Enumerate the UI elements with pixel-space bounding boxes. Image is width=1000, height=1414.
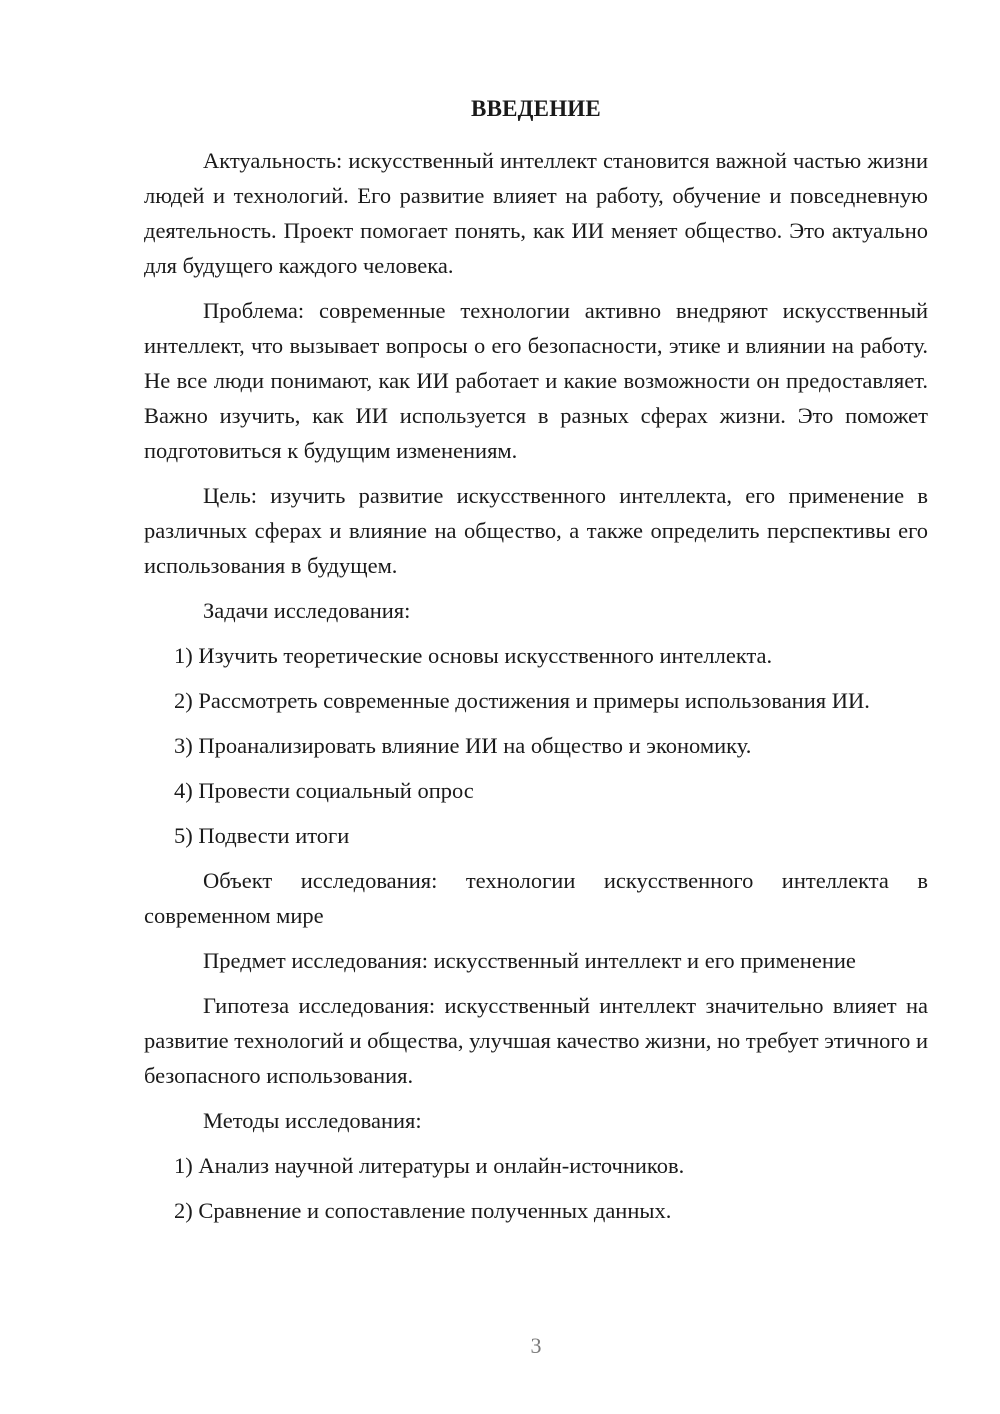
section-heading: ВВЕДЕНИЕ xyxy=(471,96,601,121)
body-text xyxy=(144,143,928,1238)
paragraph-problem: Проблема: современные технологии активно внедряют искусственный интеллект, что вызывает вопросы о его безопасности, этике и влиянии на работу. Не все люди понимают, как ИИ работает и какие возможности он предоставляет. Важно изучить, как ИИ используется в разных сферах жизни. Это поможет подготовиться к будущим изменениям. xyxy=(144,298,928,463)
task-item-3: 3) Проанализировать влияние ИИ на общество и экономику. xyxy=(174,733,752,758)
paragraph-methods-heading: Методы исследования: xyxy=(203,1108,422,1133)
task-item-1: 1) Изучить теоретические основы искусственного интеллекта. xyxy=(174,643,773,668)
paragraph-goal: Цель: изучить развитие искусственного интеллекта, его применение в различных сферах и влияние на общество, а также определить перспективы его использования в будущем. xyxy=(144,483,928,578)
task-item-4: 4) Провести социальный опрос xyxy=(174,778,474,803)
paragraph-relevance: Актуальность: искусственный интеллект становится важной частью жизни людей и технологий. Его развитие влияет на работу, обучение и повседневную деятельность. Проект помогает понять, как ИИ меняет общество. Это актуально для будущего каждого человека. xyxy=(144,148,928,278)
page-number: 3 xyxy=(530,1333,542,1358)
paragraph-tasks-heading: Задачи исследования: xyxy=(203,598,411,623)
paragraph-hypothesis: Гипотеза исследования: искусственный интеллект значительно влияет на развитие технологий и общества, улучшая качество жизни, но требует этичного и безопасного использования. xyxy=(144,993,928,1088)
method-item-1: 1) Анализ научной литературы и онлайн-источников. xyxy=(174,1153,685,1178)
method-item-2: 2) Сравнение и сопоставление полученных данных. xyxy=(174,1198,672,1223)
task-item-2: 2) Рассмотреть современные достижения и примеры использования ИИ. xyxy=(174,688,870,713)
paragraph-subject: Предмет исследования: искусственный интеллект и его применение xyxy=(203,948,856,973)
task-item-5: 5) Подвести итоги xyxy=(174,823,350,848)
paragraph-object: Объект исследования: технологии искусственного интеллекта в современном мире xyxy=(144,868,928,928)
